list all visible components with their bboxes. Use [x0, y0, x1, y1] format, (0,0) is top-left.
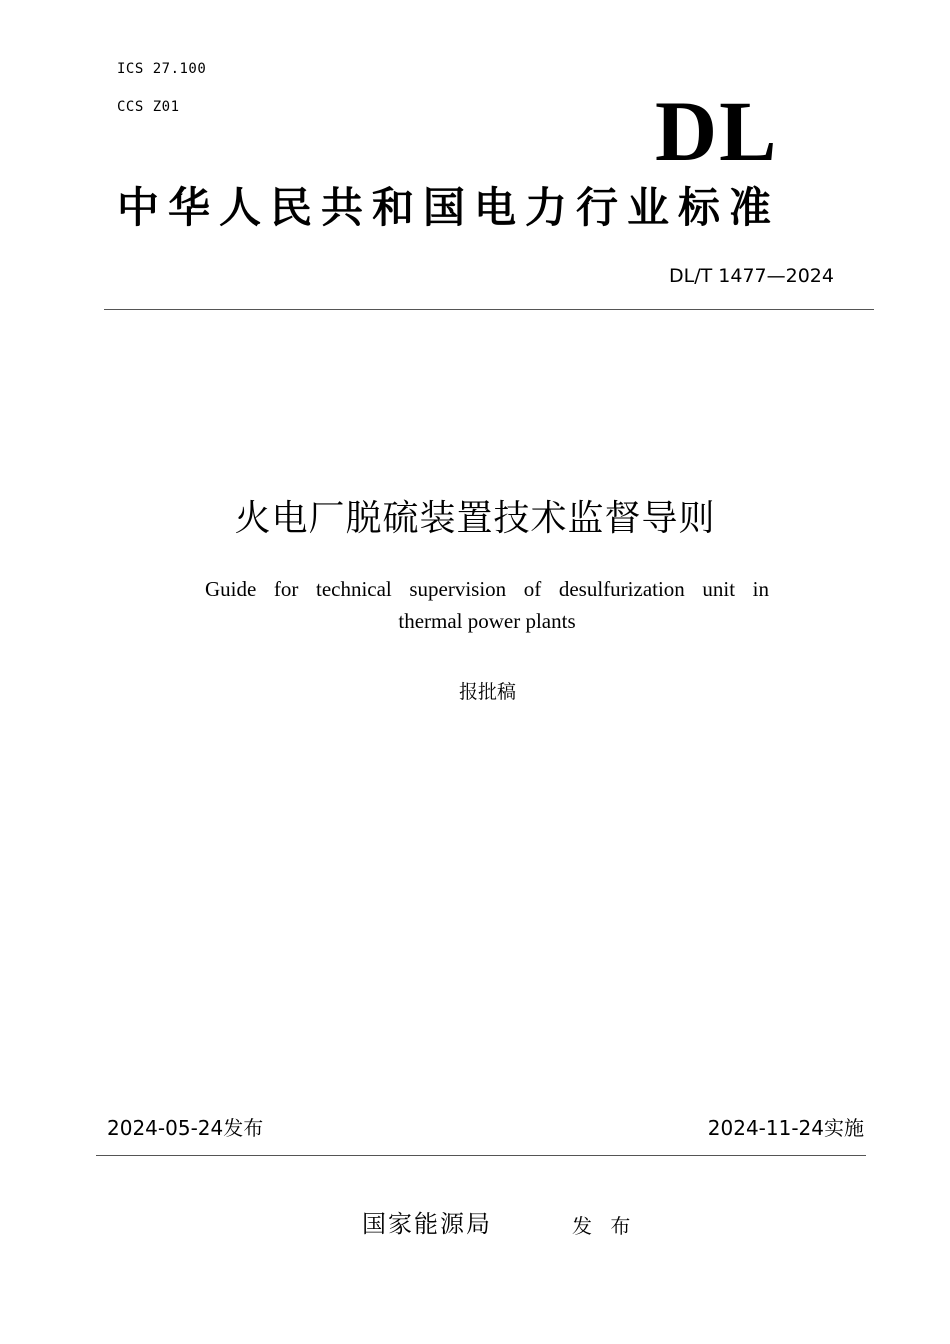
publish-date: 2024-05-24发布: [107, 1116, 264, 1140]
publish-label: 发 布: [572, 1214, 637, 1238]
title-en-line-1: Guide for technical supervision of desulfurization unit in: [205, 577, 769, 601]
draft-status: 报批稿: [458, 681, 516, 703]
document-title-en: [205, 573, 769, 637]
implementation-date: 2024-11-24实施: [707, 1116, 864, 1140]
title-en-line-2: thermal power plants: [398, 609, 576, 633]
document-title-zh: 火电厂脱硫装置技术监督导则: [234, 498, 716, 539]
ccs-code: CCS Z01: [117, 99, 180, 115]
standard-category-title: 中华人民共和国电力行业标准: [117, 186, 781, 232]
bottom-divider: [96, 1155, 866, 1156]
standard-number: DL/T 1477—2024: [669, 265, 834, 287]
dl-logo: DL: [655, 83, 779, 179]
ics-code: ICS 27.100: [117, 61, 207, 77]
top-divider: [104, 309, 874, 310]
issuing-authority: 国家能源局: [362, 1210, 492, 1238]
